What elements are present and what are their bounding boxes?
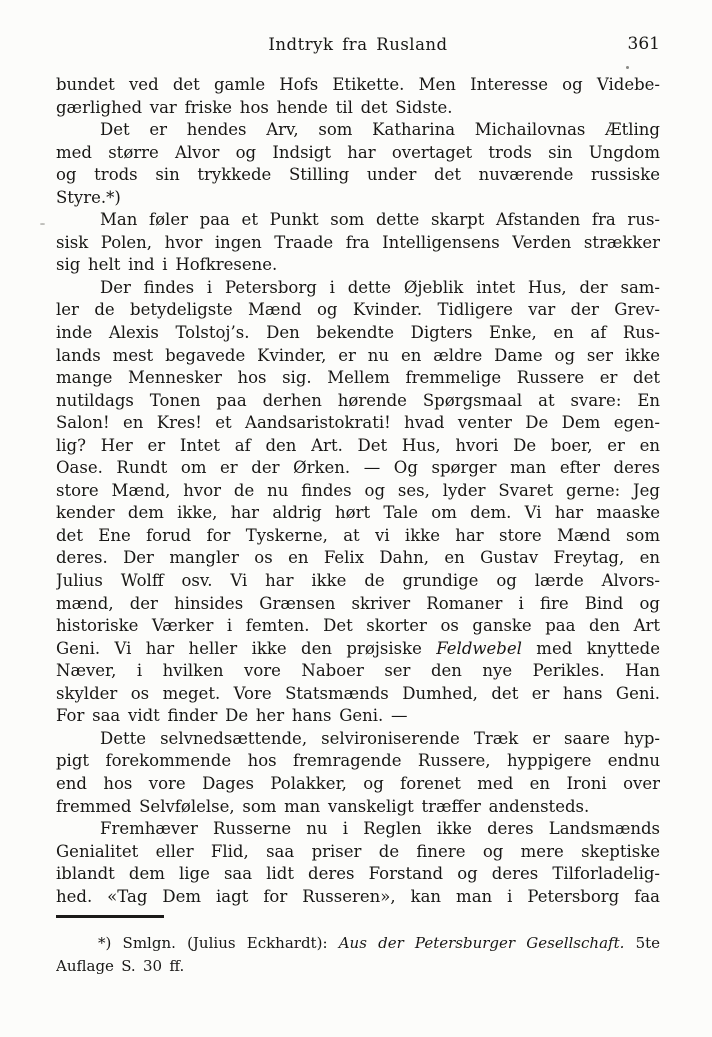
text-line: For saa vidt finder De her hans Geni. — [56,706,408,726]
text-line: Der findes i Petersborg i dette Øjeblik intet Hus, der sam- [100,277,660,297]
text-line: bundet ved det gamle Hofs Etikette. Men Interesse og Videbe- [56,75,660,94]
scan-speck [40,223,45,225]
text-segment: *) Smlgn. (Julius Eckhardt): [98,934,339,952]
text-line: gærlighed var friske hos hende til det Sidste. [56,97,453,117]
text-line: fremmed Selvfølelse, som man vanskeligt træffer andensteds. [56,796,590,816]
text-segment: 5te [624,934,660,952]
text-line: Julius Wolff osv. Vi har ikke de grundige og lærde Alvors- [56,571,660,591]
text-line: Genialitet eller Flid, saa priser de finere og mere skeptiske [56,841,660,861]
text-line: lig? Her er Intet af den Art. Det Hus, hvori De boer, er en [56,435,660,455]
text-line: lands mest begavede Kvinder, er nu en ældre Dame og ser ikke [56,345,660,365]
text-line [56,638,660,661]
italic-phrase: Feldwebel [436,638,522,658]
text-line: Det er hendes Arv, som Katharina Michailovnas Ætling [100,120,660,140]
text-line: inde Alexis Tolstoj’s. Den bekendte Digters Enke, en af Rus- [56,323,660,343]
text-line: og trods sin trykkede Stilling under det nuværende russiske [56,165,660,185]
text-segment: Geni. Vi har heller ikke den prøjsiske [56,638,437,658]
text-line: det Ene forud for Tyskerne, at vi ikke har store Mænd som [56,525,660,545]
footnote-line: Auflage S. 30 ff. [56,956,185,975]
text-line: hed. «Tag Dem iagt for Russeren», kan man i Petersborg faa [56,886,660,906]
text-line: Oase. Rundt om er der Ørken. — Og spørger man efter deres [56,458,660,478]
text-line: Fremhæver Russerne nu i Reglen ikke deres Landsmænds [100,819,660,839]
text-line: ler de betydeligste Mænd og Kvinder. Tidligere var der Grev- [56,300,660,320]
text-line: pigt forekommende hos fremragende Russere, hyppigere endnu [56,751,660,771]
text-line: historiske Værker i femten. Det skorter os ganske paa den Art [56,616,660,636]
text-line: mange Mennesker hos sig. Mellem fremmelige Russere er det [56,368,660,388]
page-number: 361 [627,34,660,54]
text-line: med større Alvor og Indsigt har overtaget trods sin Ungdom [56,142,660,162]
text-line: Dette selvnedsættende, selvironiserende Træk er saare hyp- [100,728,660,748]
text-segment: med knyttede [521,638,660,658]
scan-speck [626,66,629,69]
text-line: sig helt ind i Hofkresene. [56,255,278,275]
text-line: deres. Der mangler os en Felix Dahn, en Gustav Freytag, en [56,548,660,568]
text-line: Næver, i hvilken vore Naboer ser den nye Perikles. Han [56,661,660,681]
footnote-separator-rule [56,915,164,918]
body-text-block [56,74,660,908]
text-line: skylder os meget. Vore Statsmænds Dumhed, det er hans Geni. [56,683,660,703]
running-head-title: Indtryk fra Rusland [268,35,448,54]
footnote-block [56,932,660,977]
text-line: end hos vore Dages Polakker, og forenet med en Ironi over [56,773,660,793]
italic-phrase: Aus der Petersburger Gesellschaft. [338,934,625,952]
text-line: Salon! en Kres! et Aandsaristokrati! hvad venter De Dem egen- [56,413,660,433]
text-line: Man føler paa et Punkt som dette skarpt Afstanden fra rus- [100,210,660,230]
text-line: sisk Polen, hvor ingen Traade fra Intelligensens Verden strækker [56,232,660,252]
text-line: store Mænd, hvor de nu findes og ses, lyder Svaret gerne: Jeg [56,480,660,500]
text-line: nutildags Tonen paa derhen hørende Spørgsmaal at svare: En [56,390,660,410]
text-line: Styre.*) [56,187,121,207]
text-line: iblandt dem lige saa lidt deres Forstand og deres Tilforladelig- [56,864,660,884]
footnote-line [56,932,660,955]
text-line: mænd, der hinsides Grænsen skriver Romaner i fire Bind og [56,593,660,613]
text-line: kender dem ikke, har aldrig hørt Tale om dem. Vi har maaske [56,503,660,523]
